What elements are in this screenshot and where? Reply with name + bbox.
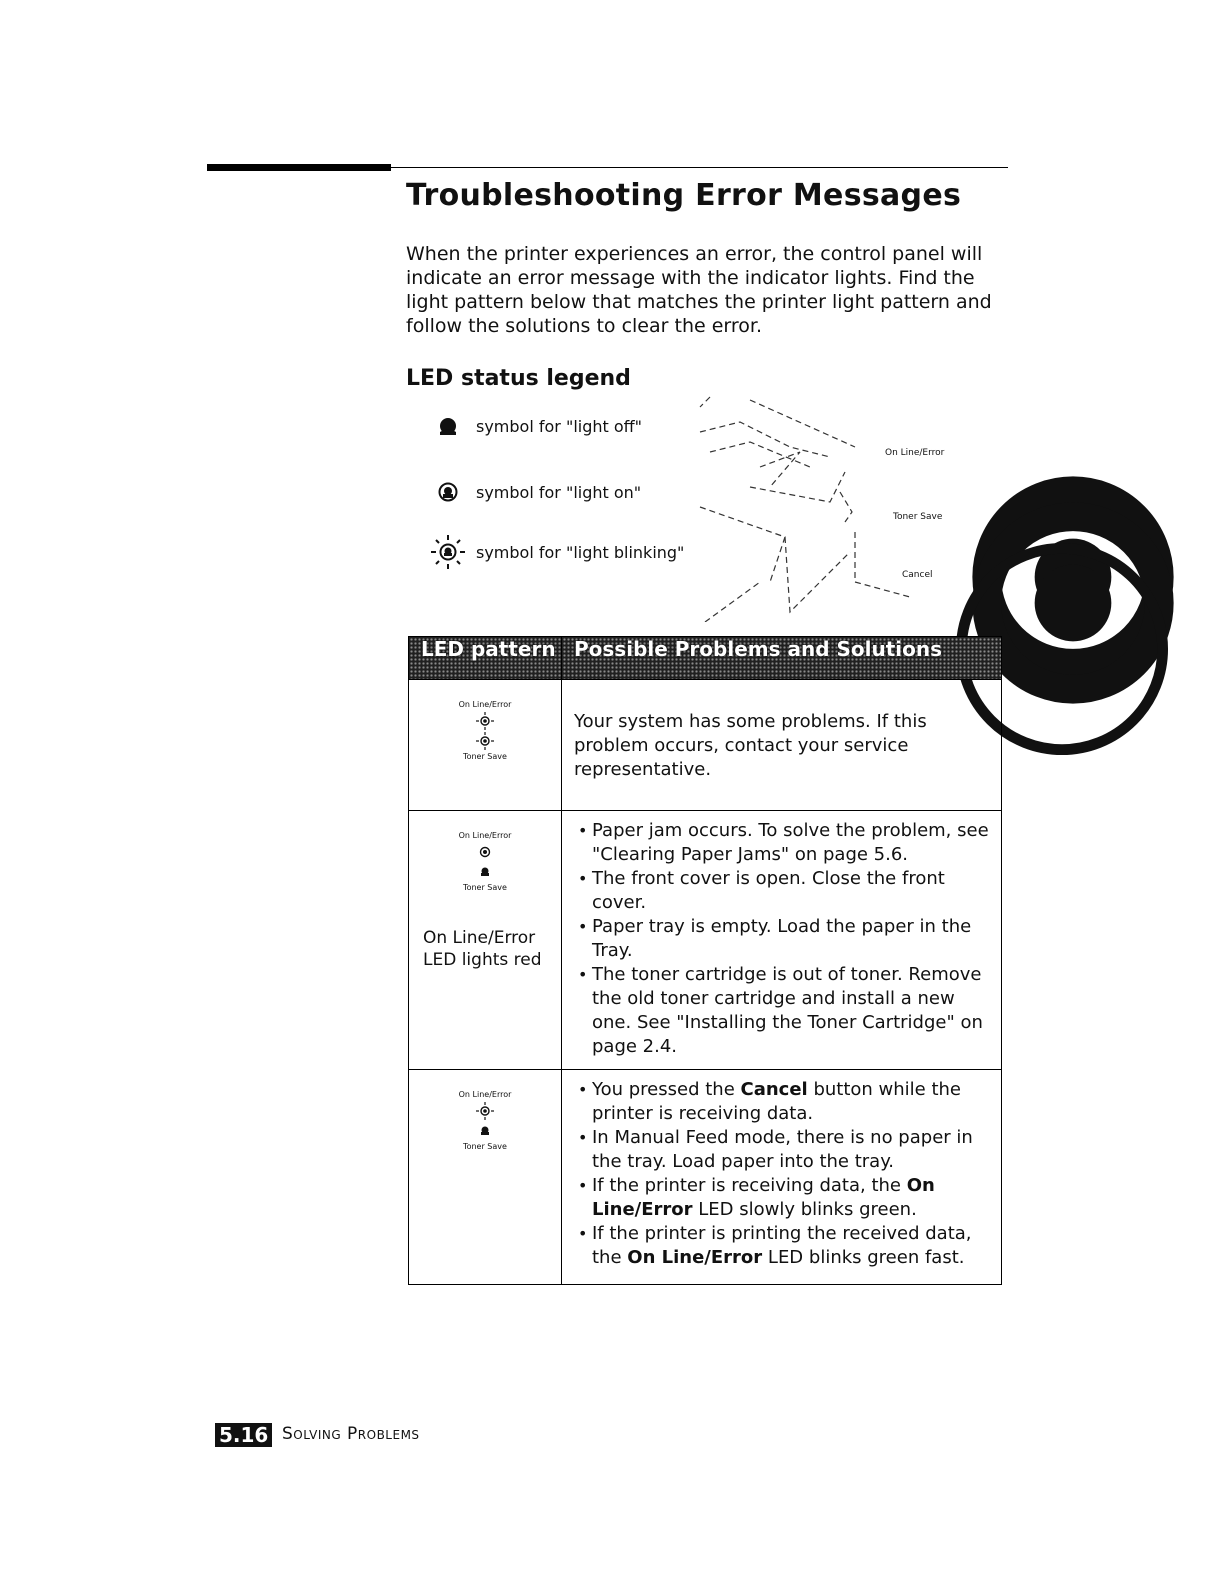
printer-illustration [690,392,1010,622]
bold-term: On Line/Error [627,1247,763,1268]
toner-save-label: Toner Save [463,1142,507,1151]
solutions-list [562,1070,1001,1270]
list-item: • If the printer is receiving data, the On Line/Error LED slowly blinks green. [562,1174,993,1222]
toner-blinking-icon [473,732,497,750]
header-problems-solutions: Possible Problems and Solutions [562,637,1002,680]
printer-toner-label: Toner Save [893,512,943,522]
list-item: • If the printer is printing the received data, the On Line/Error LED blinks green fast. [562,1222,993,1270]
header-rule-thick [207,164,391,171]
printer-online-label: On Line/Error [885,448,945,458]
section-title: Solving Problems [282,1424,420,1444]
page-number-badge: 5.16 [215,1423,272,1447]
list-item: • In Manual Feed mode, there is no paper in the tray. Load paper into the tray. [562,1126,993,1174]
online-blinking-icon [473,712,497,730]
legend-text: symbol for "light off" [476,416,643,436]
light-blinking-icon [420,532,476,572]
led-pattern-cell [409,680,562,811]
list-item: • The front cover is open. Close the front cover. [562,867,993,915]
printer-cancel-label: Cancel [902,570,933,580]
list-item: • Paper tray is empty. Load the paper in the Tray. [562,915,993,963]
list-item: • You pressed the Cancel button while the printer is receiving data. [562,1078,993,1126]
solutions-list [562,811,1001,1059]
legend-item-off [420,406,642,446]
solutions-cell [562,811,1002,1070]
online-on-icon [473,843,497,861]
online-error-label: On Line/Error [458,831,512,840]
page-title: Troubleshooting Error Messages [406,178,962,213]
header-led-pattern: LED pattern [409,637,562,680]
solutions-cell [562,680,1002,811]
legend-title: LED status legend [406,366,631,391]
header-rule-thin [391,167,1008,168]
online-blinking-icon [473,1102,497,1120]
light-off-icon [420,406,476,446]
online-error-label: On Line/Error [458,1090,512,1099]
intro-paragraph: When the printer experiences an error, the control panel will indicate an error message with the indicator lights. Find the light pattern below that matches the printer light pattern and follow the solutions to clear the error. [406,243,992,337]
table-row [409,680,1002,811]
online-error-label: On Line/Error [458,700,512,709]
bold-term: Cancel [740,1079,808,1100]
legend-text: symbol for "light on" [476,482,642,502]
table-row [409,1070,1002,1285]
list-item: • The toner cartridge is out of toner. Remove the old toner cartridge and install a new one. See "Installing the Toner Cartridge" on page 2.4. [562,963,993,1059]
led-pattern-cell [409,811,562,1070]
toner-off-icon [473,863,497,881]
legend-text: symbol for "light blinking" [476,542,685,562]
list-item: • Paper jam occurs. To solve the problem, see "Clearing Paper Jams" on page 5.6. [562,819,993,867]
table-row [409,811,1002,1070]
led-pattern-cell [409,1070,562,1285]
bold-term: On Line/Error [592,1175,935,1220]
legend-item-on [420,472,641,512]
light-on-icon [420,472,476,512]
solution-text: Your system has some problems. If this problem occurs, contact your service representative. [574,711,927,780]
led-pattern-table [408,636,1002,1285]
legend-item-blinking [420,532,684,572]
toner-save-label: Toner Save [463,752,507,761]
led-note: On Line/Error LED lights red [423,928,542,970]
toner-save-label: Toner Save [463,883,507,892]
solutions-cell [562,1070,1002,1285]
toner-off-icon [473,1122,497,1140]
